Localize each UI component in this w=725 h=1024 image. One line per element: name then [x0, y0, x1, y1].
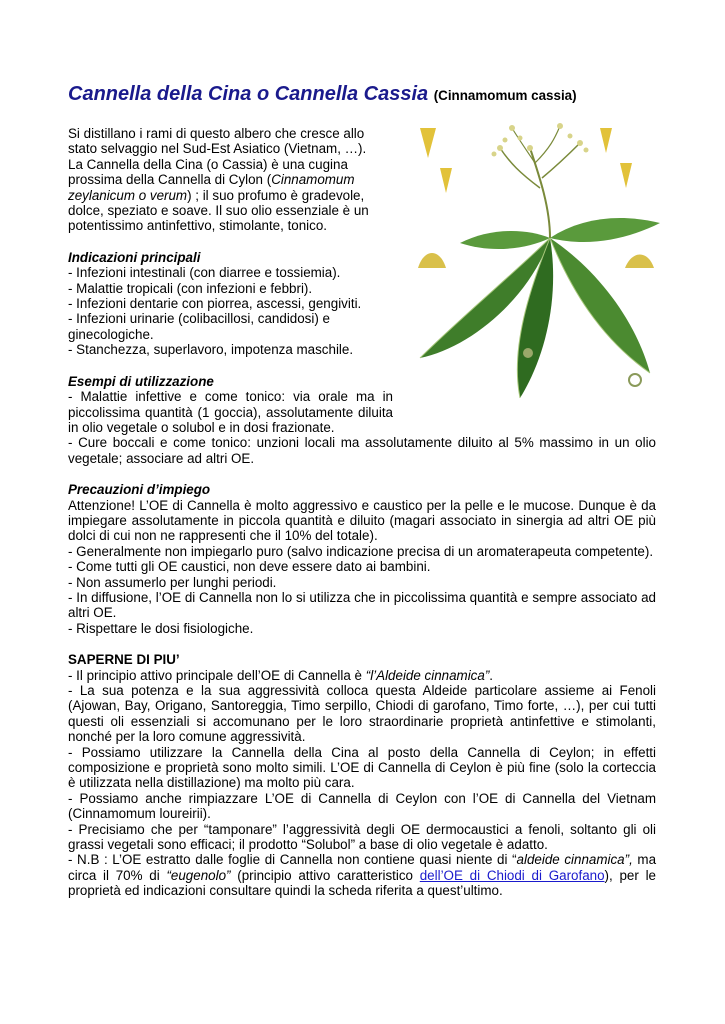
- list-item: - N.B : L’OE estratto dalle foglie di Cannella non contiene quasi niente di “aldeide cinnamica”, ma circa il 70% di “eugenolo” (principio attivo caratteristico dell’OE di Chiodi di Garofano), per le proprietà ed indicazioni consultare quindi la scheda riferita a quest’ultimo.: [68, 852, 657, 899]
- list-item: - Stanchezza, superlavoro, impotenza maschile.: [68, 342, 354, 358]
- page-title: Cannella della Cina o Cannella Cassia (Cinnamomum cassia): [68, 83, 577, 105]
- chiodi-di-garofano-link[interactable]: dell’OE di Chiodi di Garofano: [419, 867, 605, 883]
- list-item: - Precisiamo che per “tamponare” l’aggressività degli OE dermocaustici a fenoli, soltanto gli oli grassi vegetali sono efficaci; il prodotto “Solubol” a base di olio vegetale è adatto.: [68, 821, 656, 853]
- section-heading-esempi: Esempi di utilizzazione: [68, 373, 214, 389]
- section-heading-precauzioni: Precauzioni d’impiego: [68, 482, 211, 498]
- list-item: - Infezioni intestinali (con diarree e tossiemia).: [68, 265, 341, 281]
- list-item: - Come tutti gli OE caustici, non deve essere dato ai bambini.: [68, 559, 431, 575]
- list-item: - Cure boccali e come tonico: unzioni locali ma assolutamente diluito al 5% massimo in un olio vegetale; associare ad altri OE.: [68, 435, 656, 466]
- list-item: - Non assumerlo per lunghi periodi.: [68, 574, 277, 590]
- latin-name: (Cinnamomum cassia): [433, 88, 577, 103]
- list-item: - Il principio attivo principale dell’OE di Cannella è “l’Aldeide cinnamica”.: [68, 667, 494, 683]
- list-item: - Generalmente non impiegarlo puro (salvo indicazione precisa di un aromaterapeuta competente).: [68, 543, 654, 559]
- list-item: - Infezioni urinarie (colibacillosi, candidosi) e ginecologiche.: [68, 311, 330, 342]
- document-page: [68, 82, 658, 899]
- section-heading-indicazioni: Indicazioni principali: [68, 249, 201, 265]
- list-item: - Malattie infettive e come tonico: via orale ma in piccolissima quantità (1 goccia), assolutamente diluita in olio vegetale o solubol e in dosi frazionate.: [68, 389, 393, 435]
- list-item: - Infezioni dentarie con piorrea, ascessi, gengiviti.: [68, 296, 362, 312]
- list-item: - In diffusione, l’OE di Cannella non lo si utilizza che in piccolissima quantità e sempre associato ad altri OE.: [68, 589, 656, 621]
- list-item: - Rispettare le dosi fisiologiche.: [68, 620, 254, 636]
- list-item: Attenzione! L’OE di Cannella è molto aggressivo e caustico per la pelle e le mucose. Dunque è da impiegare assolutamente in piccola quantità e diluito (magari associato in sinergia ad altri OE più dolci di cui non ne rappresenti che il 10% del totale).: [68, 497, 656, 544]
- intro-paragraph: Si distillano i rami di questo albero che cresce allo stato selvaggio nel Sud-Est Asiatico (Vietnam, …). La Cannella della Cina (o Cassia) è una cugina prossima della Cannella di Cylon (Cinnamomum zeylanicum o verum) ; il suo profumo è gradevole, dolce, speziato e soave. Il suo olio essenziale è un potentissimo antinfettivo, stimolante, tonico.: [68, 126, 369, 234]
- list-item: - Possiamo anche rimpiazzare L’OE di Cannella di Ceylon con l’OE di Cannella del Vietnam (Cinnamomum loureirii).: [68, 790, 656, 822]
- section-heading-saperne: SAPERNE DI PIU’: [68, 652, 180, 668]
- list-item: - Malattie tropicali (con infezioni e febbri).: [68, 280, 313, 296]
- list-item: - La sua potenza e la sua aggressività colloca questa Aldeide particolare assieme ai Fenoli (Ajowan, Bay, Origano, Santoreggia, Timo serpillo, Chiodi di garofano, Timo forte, …), per cui tutti questi oli essenziali si accomunano per le loro straordinarie proprietà antinfettive e stimolanti, nonché per la loro comune aggressività.: [68, 683, 656, 745]
- list-item: - Possiamo utilizzare la Cannella della Cina al posto della Cannella di Ceylon; in effetti composizione e proprietà sono molto simili. L’OE di Cannella di Ceylon è più fine (solo la corteccia è utilizzata nella distillazione) ma molto più cara.: [68, 744, 656, 791]
